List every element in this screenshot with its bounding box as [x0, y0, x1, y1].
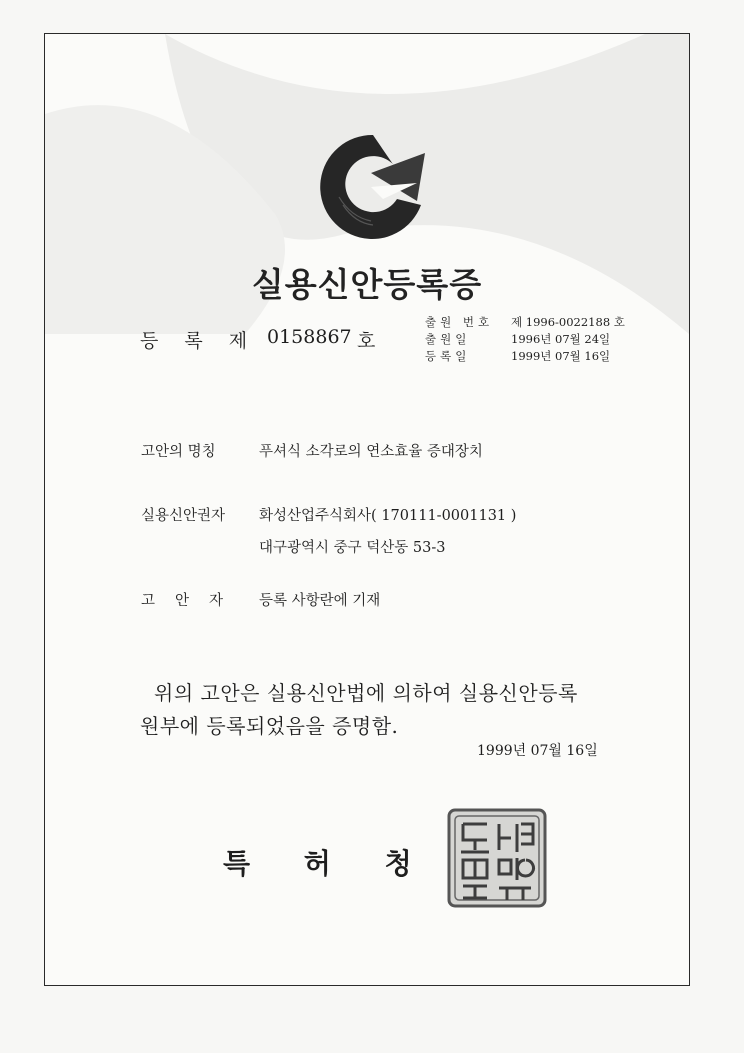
- inventor-label: 고안자: [141, 593, 244, 609]
- certification-statement: [140, 677, 660, 743]
- meta-label: 출원 번호: [425, 315, 494, 329]
- certificate-border: [44, 33, 690, 986]
- meta-value: 1999년 07월 16일: [511, 349, 611, 363]
- registration-number: 0158867: [267, 326, 352, 348]
- meta-value: 제 1996-0022188 호: [511, 315, 625, 329]
- official-seal-stamp: [447, 808, 547, 908]
- registration-suffix: 호: [357, 330, 376, 352]
- meta-label: 출원일: [425, 332, 471, 346]
- holder-name: 화성산업주식회사( 170111-0001131 ): [259, 508, 517, 524]
- meta-row: [425, 331, 625, 348]
- issue-date: 1999년 07월 16일: [477, 743, 598, 759]
- meta-row: [425, 314, 625, 331]
- issuer-name: 특 허 청: [223, 847, 414, 880]
- invention-title-value: 푸셔식 소각로의 연소효율 증대장치: [259, 444, 483, 460]
- inventor-value: 등록 사항란에 기재: [259, 593, 381, 609]
- meta-row: [425, 348, 625, 365]
- invention-title-label: 고안의 명칭: [141, 444, 216, 460]
- statement-line: 위의 고안은 실용신안법에 의하여 실용신안등록: [154, 681, 578, 705]
- holder-label: 실용신안권자: [141, 508, 226, 524]
- korea-government-emblem-icon: [313, 127, 433, 247]
- meta-label: 등록일: [425, 349, 471, 363]
- registration-label: 등 록 제: [140, 330, 249, 352]
- meta-value: 1996년 07월 24일: [511, 332, 611, 346]
- certificate-title: 실용신안등록증: [251, 265, 483, 304]
- holder-address: 대구광역시 중구 덕산동 53-3: [259, 540, 446, 556]
- application-meta: [425, 314, 625, 365]
- statement-line: 원부에 등록되었음을 증명함.: [140, 714, 399, 738]
